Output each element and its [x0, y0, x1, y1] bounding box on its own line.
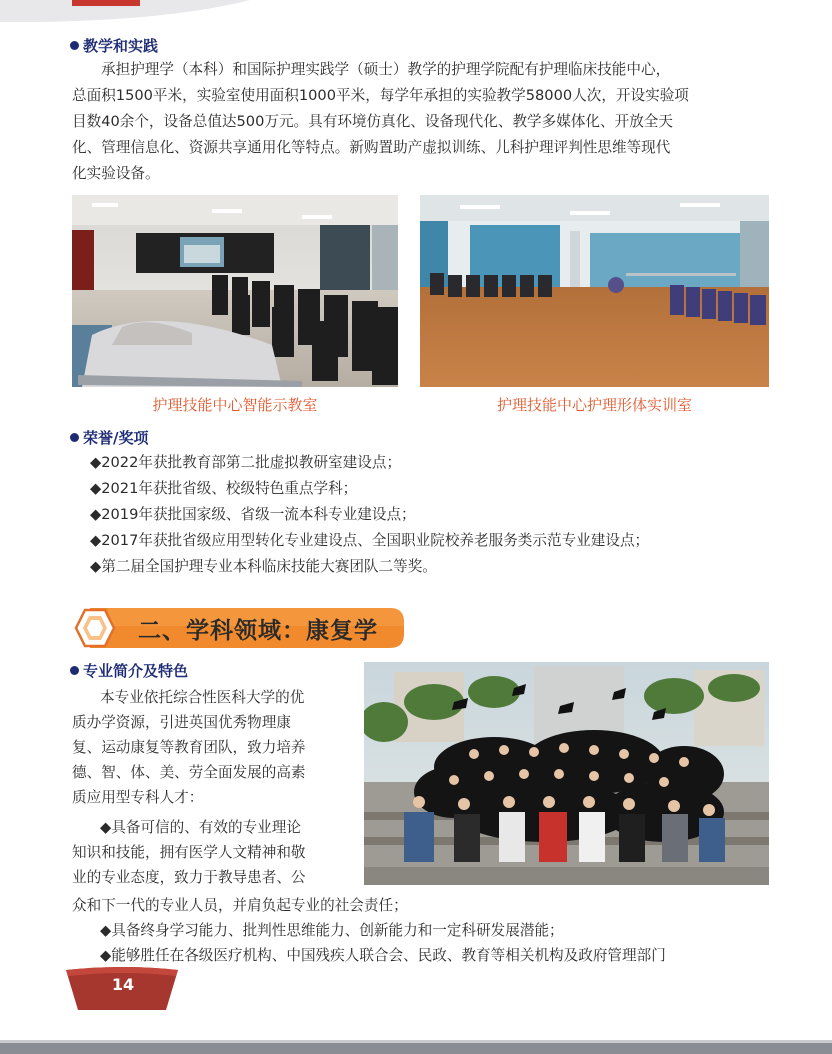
intro-line: 业的专业态度，致力于教导患者、公 — [72, 869, 306, 886]
intro-line: ◆具备可信的、有效的专业理论 — [100, 819, 301, 836]
teaching-section-heading: 教学和实践 — [70, 35, 158, 56]
intro-line: 复、运动康复等教育团队，致力培养 — [72, 739, 306, 756]
honor-item: ◆2017年获批省级应用型转化专业建设点、全国职业院校养老服务类示范专业建设点； — [90, 532, 650, 549]
intro-section-heading: 专业简介及特色 — [70, 660, 188, 681]
top-corner-decoration — [0, 0, 250, 22]
honor-item: ◆第二届全国护理专业本科临床技能大赛团队二等奖。 — [90, 558, 437, 575]
heading-bullet-icon — [70, 41, 79, 50]
heading-bullet-icon — [70, 433, 79, 442]
intro-line: 众和下一代的专业人员，并肩负起专业的社会责任； — [72, 897, 408, 914]
paragraph-line: 化、管理信息化、资源共享通用化等特点。新购置助产虚拟训练、儿科护理评判性思维等现代 — [72, 139, 671, 156]
paragraph-line: 目数40余个，设备总值达500万元。具有环境仿真化、设备现代化、教学多媒体化、开放全天 — [72, 113, 673, 130]
right-photo-caption: 护理技能中心护理形体实训室 — [496, 396, 692, 414]
honor-item: ◆2021年获批省级、校级特色重点学科； — [90, 480, 358, 497]
intro-line: ◆能够胜任在各级医疗机构、中国残疾人联合会、民政、教育等相关机构及政府管理部门 — [100, 947, 666, 964]
heading-bullet-icon — [70, 666, 79, 675]
honors-section-heading: 荣誉/奖项 — [70, 427, 148, 448]
paragraph-line: 总面积1500平米，实验室使用面积1000平米，每学年承担的实验教学58000人次，开设实验项 — [72, 87, 689, 104]
smart-classroom-photo — [72, 195, 398, 387]
intro-line: 质办学资源，引进英国优秀物理康 — [72, 714, 291, 731]
intro-line: ◆具备终身学习能力、批判性思维能力、创新能力和一定科研发展潜能； — [100, 922, 564, 939]
honors-list — [90, 450, 649, 580]
bottom-edge-bar — [0, 1043, 832, 1054]
intro-line: 本专业依托综合性医科大学的优 — [100, 689, 305, 706]
intro-line: 知识和技能，拥有医学人文精神和敬 — [72, 844, 306, 861]
intro-line: 德、智、体、美、劳全面发展的高素 — [72, 764, 306, 781]
graduation-group-photo — [364, 662, 769, 885]
honor-item: ◆2022年获批教育部第二批虚拟教研室建设点； — [90, 454, 402, 471]
training-room-photo — [420, 195, 769, 387]
paragraph-line: 承担护理学（本科）和国际护理实践学（硕士）教学的护理学院配有护理临床技能中心， — [101, 61, 671, 78]
teaching-paragraph — [72, 57, 772, 187]
honor-item: ◆2019年获批国家级、省级一流本科专业建设点； — [90, 506, 416, 523]
paragraph-line: 化实验设备。 — [72, 165, 160, 182]
left-photo-caption: 护理技能中心智能示教室 — [152, 396, 318, 414]
hexagon-icon — [76, 610, 114, 646]
page-number: 14 — [111, 975, 135, 994]
banner-title: 二、学科领域：康复学 — [138, 618, 378, 644]
intro-line: 质应用型专科人才： — [72, 789, 204, 806]
